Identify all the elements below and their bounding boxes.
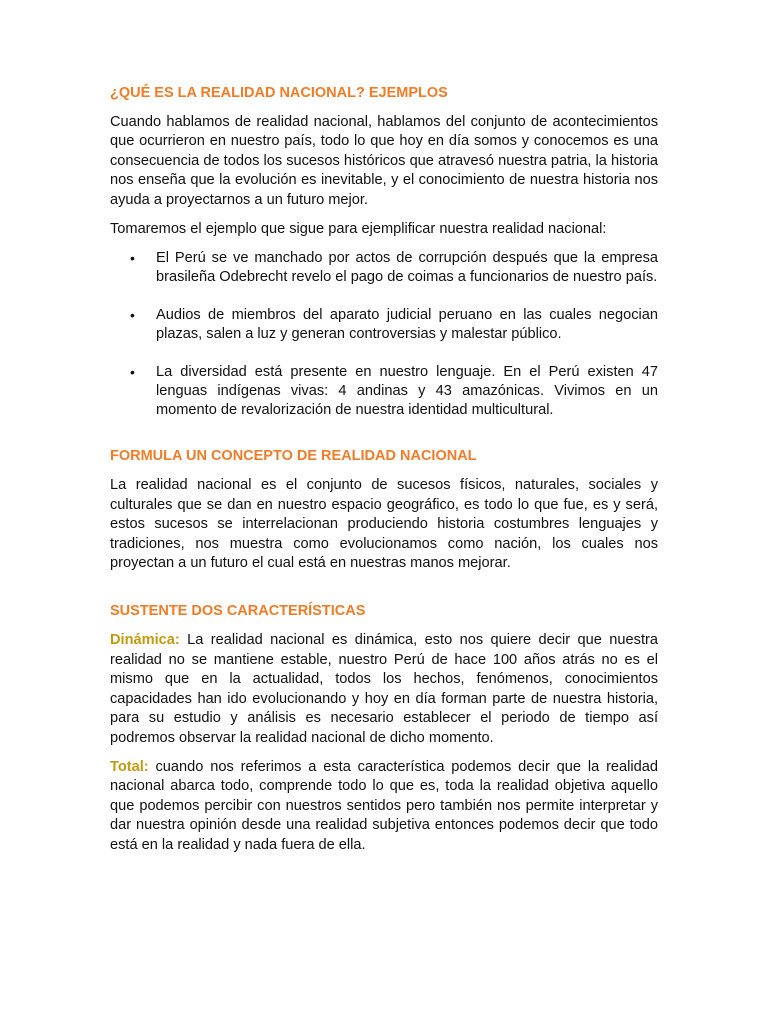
bullet-icon: • [130, 364, 135, 381]
examples-list [110, 249, 658, 420]
list-item-text: Audios de miembros del aparato judicial peruano en las cuales negocian plazas, salen a luz y generan controversias y malestar público. [156, 307, 658, 343]
term-dinamica: Dinámica: [110, 632, 180, 649]
list-item-text: La diversidad está presente en nuestro lenguaje. En el Perú existen 47 lenguas indígenas vivas: 4 andinas y 43 amazónicas. Vivimos en un momento de revalorización de nuestra identidad multicultural. [156, 364, 658, 419]
list-item [130, 249, 658, 287]
list-item-text: El Perú se ve manchado por actos de corrupción después que la empresa brasileña Odebrecht revelo el pago de coimas a funcionarios de nuestro país. [156, 250, 658, 286]
term-total: Total: [110, 758, 149, 775]
paragraph-concepto: La realidad nacional es el conjunto de sucesos físicos, naturales, sociales y culturales que se dan en nuestro espacio geográfico, es todo lo que fue, es y será, estos sucesos se interrelacionan produciendo historia costumbres lenguajes y tradiciones, nos muestra como evolucionamos como nación, los cuales nos proyectan a un futuro el cual está en nuestras manos mejorar. [110, 477, 658, 572]
paragraph-intro-ejemplo: Tomaremos el ejemplo que sigue para ejemplificar nuestra realidad nacional: [110, 221, 607, 238]
bullet-icon: • [130, 250, 135, 267]
section-heading-caracteristicas: SUSTENTE DOS CARACTERÍSTICAS [110, 603, 366, 620]
paragraph-realidad-nacional: Cuando hablamos de realidad nacional, hablamos del conjunto de acontecimientos que ocurrieron en nuestro país, todo lo que hoy en día somos y conocemos es una consecuencia de todos los sucesos históricos que atravesó nuestra patria, la historia nos enseña que la evolución es inevitable, y el conocimiento de nuestra historia nos ayuda a proyectarnos a un futuro mejor. [110, 114, 658, 208]
list-item [130, 363, 658, 420]
text-dinamica: La realidad nacional es dinámica, esto nos quiere decir que nuestra realidad no se mantiene estable, nuestro Perú de hace 100 años atrás no es el mismo que en la actualidad, todos los hechos, fenómenos, conocimientos capacidades han ido evolucionando y hoy en día forman parte de nuestra historia, para su estudio y análisis es necesario establecer el periodo de tiempo así podremos observar la realidad nacional de dicho momento. [110, 632, 658, 746]
paragraph-total [110, 758, 658, 855]
paragraph-dinamica [110, 631, 658, 747]
section-heading-realidad-nacional: ¿QUÉ ES LA REALIDAD NACIONAL? EJEMPLOS [110, 85, 448, 101]
section-heading-concepto: FORMULA UN CONCEPTO DE REALIDAD NACIONAL [110, 448, 477, 465]
text-total: cuando nos referimos a esta característica podemos decir que la realidad nacional abarca todo, comprende todo lo que es, toda la realidad objetiva aquello que podemos percibir con nuestros sentidos pero también nos permite interpretar y dar nuestra opinión desde una realidad subjetiva entonces podemos decir que todo está en la realidad y nada fuera de ella. [110, 758, 658, 853]
list-item [130, 306, 658, 344]
bullet-icon: • [130, 307, 135, 324]
